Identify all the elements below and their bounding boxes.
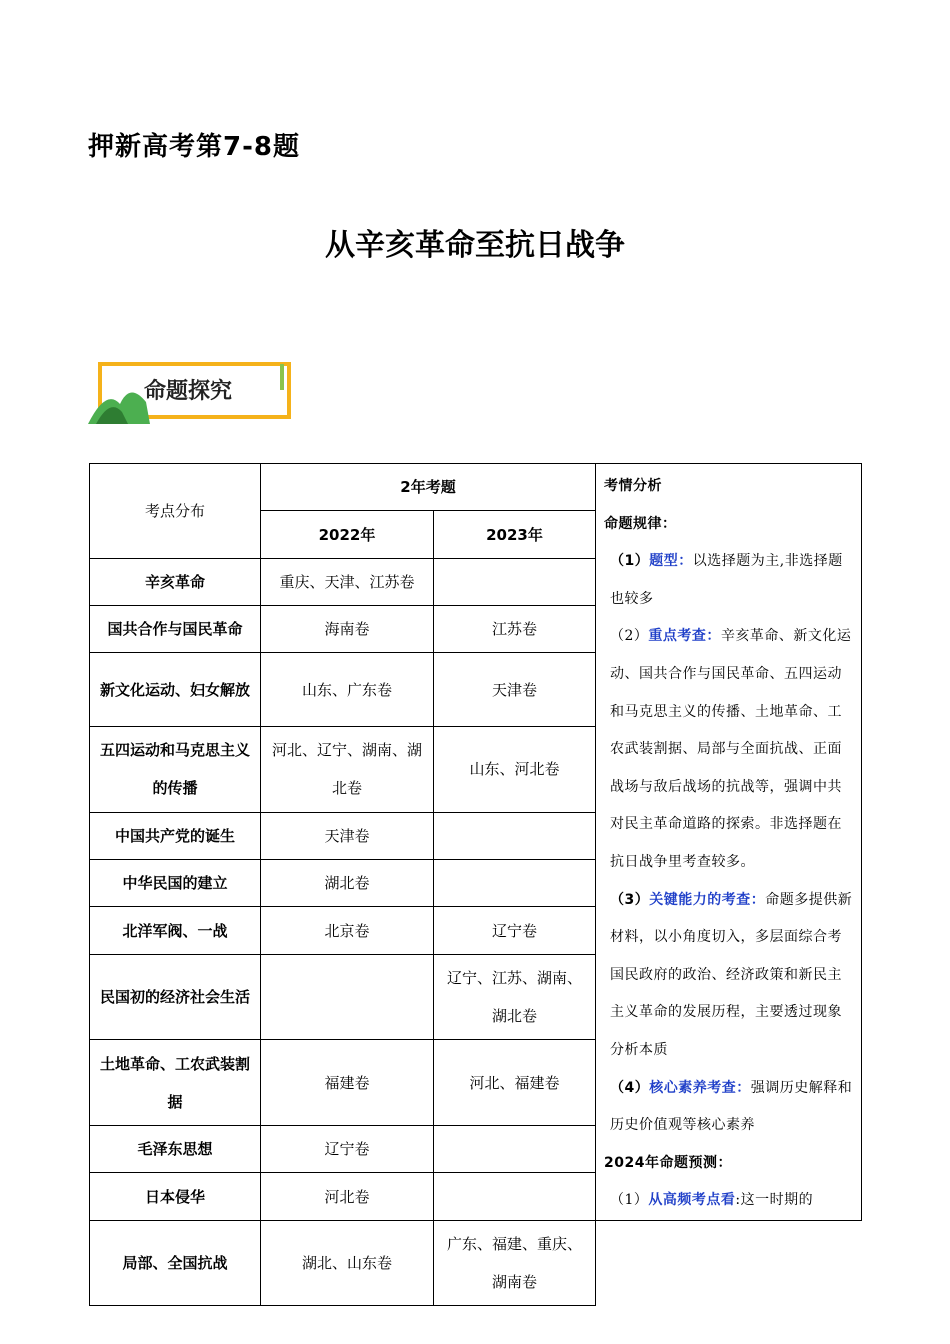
table-cell-2023: 广东、福建、重庆、湖南卷 [434,1220,596,1305]
table-cell-2022: 山东、广东卷 [261,653,434,727]
table-cell-2023: 河北、福建卷 [434,1040,596,1126]
section-badge [88,358,298,426]
forecast-point-1: （1）从高频考点看:这一时期的 [610,1192,814,1209]
table-cell-2022: 辽宁卷 [261,1126,434,1173]
table-cell-2023 [434,812,596,859]
header-2023: 2023年 [434,511,596,558]
table-cell-2023: 天津卷 [434,653,596,727]
page-title: 从辛亥革命至抗日战争 [325,228,625,263]
table-row-topic: 毛泽东思想 [90,1126,261,1173]
header-2022: 2022年 [261,511,434,558]
table-row-topic: 中华民国的建立 [90,860,261,907]
table-cell-2022: 河北卷 [261,1173,434,1220]
table-cell-2022 [261,954,434,1040]
analysis-point-2: （2）重点考查：辛亥革命、新文化运动、国共合作与国民革命、五四运动和马克思主义的传播、土地革命、工农武装割据、局部与全面抗战、正面战场与敌后战场的抗战等，强调中共对民主革命道路的探索。非选择题在抗日战争里考查较多。 [610,628,852,870]
analysis-cell [596,464,862,1221]
table-cell-2022: 海南卷 [261,606,434,653]
table-cell-2023 [434,1173,596,1220]
header-topic: 考点分布 [90,464,261,559]
table-cell-2023: 辽宁、江苏、湖南、湖北卷 [434,954,596,1040]
exam-header: 押新高考第7-8题 [88,132,300,162]
table-row-topic: 日本侵华 [90,1173,261,1220]
table-row-topic: 民国初的经济社会生活 [90,954,261,1040]
forecast-heading: 2024年命题预测： [604,1154,732,1171]
table-row-topic: 辛亥革命 [90,558,261,605]
table-cell-2023: 辽宁卷 [434,907,596,954]
table-cell-2022: 河北、辽宁、湖南、湖北卷 [261,727,434,813]
table-cell-2022: 天津卷 [261,812,434,859]
table-row-topic: 新文化运动、妇女解放 [90,653,261,727]
table-row-topic: 北洋军阀、一战 [90,907,261,954]
badge-label: 命题探究 [144,379,233,404]
table-cell-2022: 北京卷 [261,907,434,954]
table-cell-2023 [434,558,596,605]
table-row-topic: 中国共产党的诞生 [90,812,261,859]
table-cell-2023: 江苏卷 [434,606,596,653]
table-cell-2022: 重庆、天津、江苏卷 [261,558,434,605]
analysis-point-4: （4）核心素养考查：强调历史解释和历史价值观等核心素养 [610,1079,853,1134]
table-cell-2023 [434,1126,596,1173]
analysis-point-3: （3）关键能力的考查：命题多提供新材料，以小角度切入，多层面综合考国民政府的政治、经济政策和新民主主义革命的发展历程，主要透过现象分析本质 [610,891,853,1058]
table-cell-2022: 福建卷 [261,1040,434,1126]
table-row-topic: 土地革命、工农武装割据 [90,1040,261,1126]
header-two-year: 2年考题 [261,464,596,511]
table-row-topic: 五四运动和马克思主义的传播 [90,727,261,813]
table-row-topic: 局部、全国抗战 [90,1220,261,1305]
rule-heading: 命题规律： [604,515,677,532]
table-cell-2022: 湖北卷 [261,860,434,907]
exam-table [89,463,862,1306]
table-cell-2023: 山东、河北卷 [434,727,596,813]
analysis-point-1: （1）题型：以选择题为主,非选择题也较多 [610,553,843,607]
table-row-topic: 国共合作与国民革命 [90,606,261,653]
analysis-heading: 考情分析 [604,478,662,494]
table-cell-2023 [434,860,596,907]
table-cell-2022: 湖北、山东卷 [261,1220,434,1305]
